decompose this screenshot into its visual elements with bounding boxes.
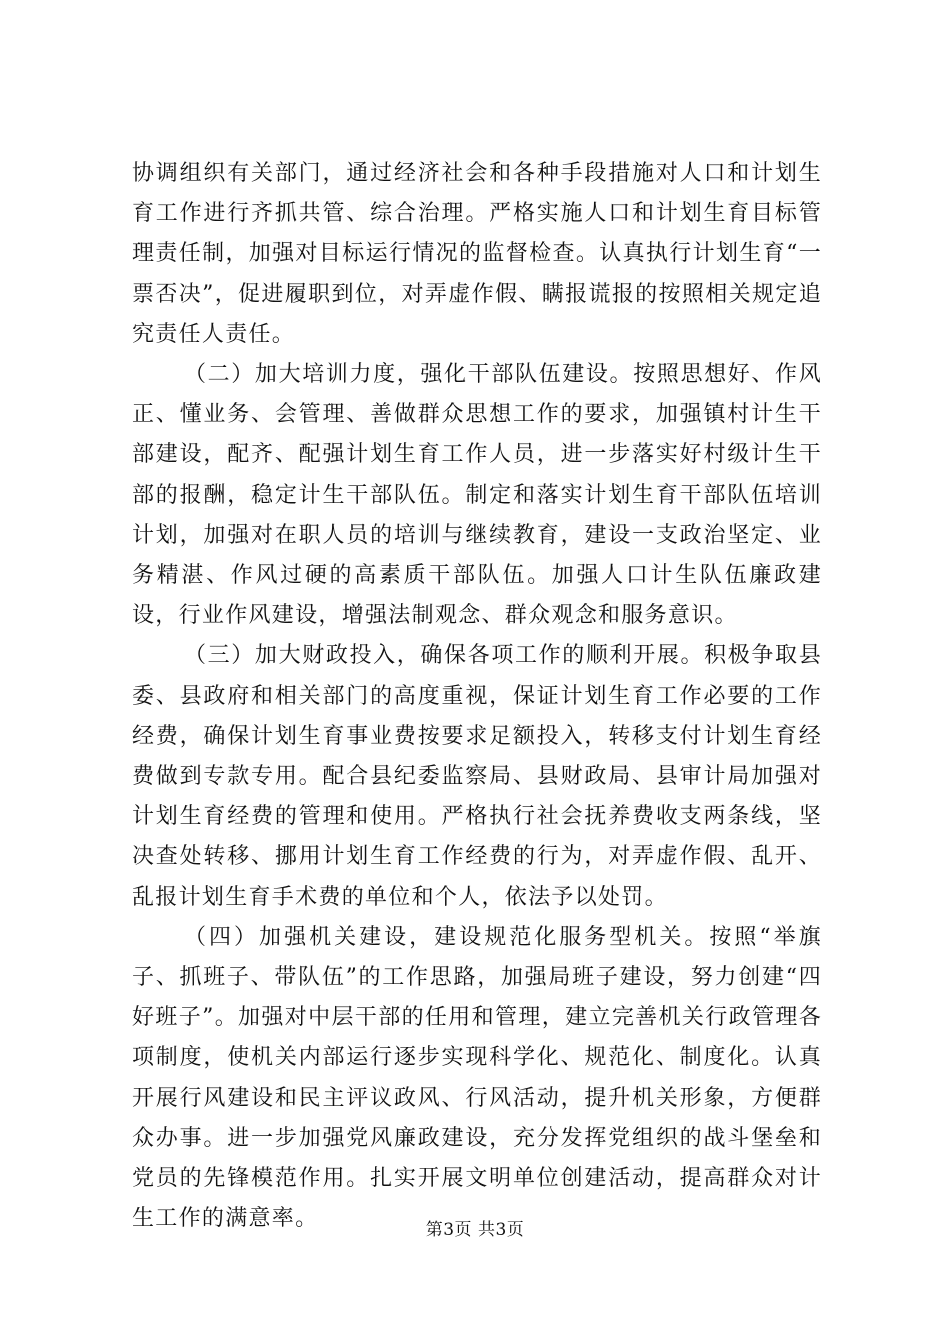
page-number-label: 第3页 共3页 [425, 1220, 525, 1240]
paragraph-3: （三）加大财政投入，确保各项工作的顺利开展。积极争取县委、县政府和相关部门的高度重视，保证计划生育工作必要的工作经费，确保计划生育事业费按要求足额投入，转移支付计划生育经费做到专款专用。配合县纪委监察局、县财政局、县审计局加强对计划生育经费的管理和使用。严格执行社会抚养费收支两条线，坚决查处转移、挪用计划生育工作经费的行为，对弄虚作假、乱开、乱报计划生育手术费的单位和个人，依法予以处罚。 [132, 643, 822, 910]
paragraph-4: （四）加强机关建设，建设规范化服务型机关。按照“举旗子、抓班子、带队伍”的工作思路，加强局班子建设，努力创建“四好班子”。加强对中层干部的任用和管理，建立完善机关行政管理各项制度，使机关内部运行逐步实现科学化、规范化、制度化。认真开展行风建设和民主评议政风、行风活动，提升机关形象，方便群众办事。进一步加强党风廉政建设，充分发挥党组织的战斗堡垒和党员的先锋模范作用。扎实开展文明单位创建活动，提高群众对计生工作的满意率。 [132, 924, 822, 1232]
paragraph-2: （二）加大培训力度，强化干部队伍建设。按照思想好、作风正、懂业务、会管理、善做群众思想工作的要求，加强镇村计生干部建设，配齐、配强计划生育工作人员，进一步落实好村级计生干部的报酬，稳定计生干部队伍。制定和落实计划生育干部队伍培训计划，加强对在职人员的培训与继续教育，建设一支政治坚定、业务精湛、作风过硬的高素质干部队伍。加强人口计生队伍廉政建设，行业作风建设，增强法制观念、群众观念和服务意识。 [132, 362, 822, 629]
paragraph-1: 协调组织有关部门，通过经济社会和各种手段措施对人口和计划生育工作进行齐抓共管、综合治理。严格实施人口和计划生育目标管理责任制，加强对目标运行情况的监督检查。认真执行计划生育“一票否决”，促进履职到位，对弄虚作假、瞒报谎报的按照相关规定追究责任人责任。 [132, 161, 822, 347]
document-body [132, 154, 822, 1239]
page-footer [0, 1218, 950, 1242]
